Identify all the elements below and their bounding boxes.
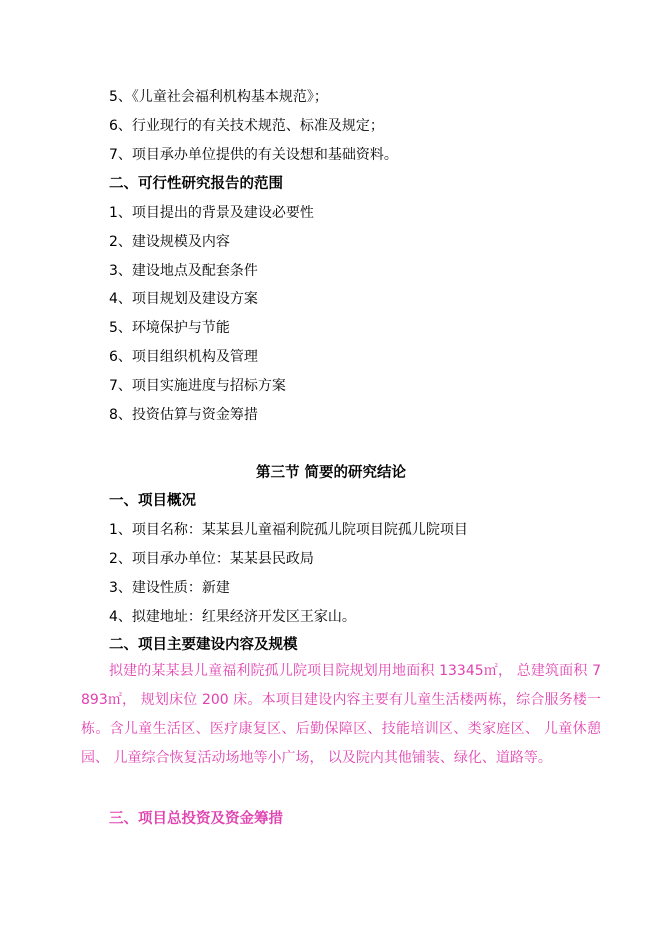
- list-item: 6、项目组织机构及管理: [109, 349, 258, 365]
- list-item: 7、项目实施进度与招标方案: [109, 378, 286, 394]
- section-title: 第三节 简要的研究结论: [255, 465, 407, 481]
- section-heading-content: 二、项目主要建设内容及规模: [109, 637, 298, 653]
- list-item: 3、建设性质：新建: [109, 580, 230, 596]
- list-item: 5、《儿童社会福利机构基本规范》；: [109, 89, 328, 105]
- section-heading-scope: 二、可行性研究报告的范围: [109, 176, 283, 192]
- list-item: 7、项目承办单位提供的有关设想和基础资料。: [109, 147, 398, 163]
- list-item: 1、项目提出的背景及建设必要性: [109, 205, 314, 221]
- list-item: 4、项目规划及建设方案: [109, 291, 258, 307]
- list-item: 4、拟建地址：红果经济开发区王家山。: [109, 609, 356, 625]
- list-item: 6、行业现行的有关技术规范、标准及规定；: [109, 118, 384, 134]
- list-item: 2、建设规模及内容: [109, 234, 230, 250]
- list-item: 1、项目名称：某某县儿童福利院孤儿院项目院孤儿院项目: [109, 522, 468, 538]
- section-heading-overview: 一、项目概况: [109, 493, 196, 509]
- list-item: 8、投资估算与资金筹措: [109, 407, 258, 423]
- content-paragraph: 拟建的某某县儿童福利院孤儿院项目院规划用地面积 13345㎡， 总建筑面积 7893㎡， 规划床位 200 床。本项目建设内容主要有儿童生活楼两栋，综合服务楼一栋。含儿童生活区、医疗康复区、后勤保障区、技能培训区、类家庭区、 儿童休憩园、 儿童综合恢复活动场地等小广场， 以及院内其他铺装、绿化、道路等。: [81, 663, 601, 766]
- section-heading-investment: 三、项目总投资及资金筹措: [109, 811, 283, 827]
- list-item: 2、项目承办单位：某某县民政局: [109, 551, 314, 567]
- list-item: 5、环境保护与节能: [109, 320, 230, 336]
- list-item: 3、建设地点及配套条件: [109, 263, 258, 279]
